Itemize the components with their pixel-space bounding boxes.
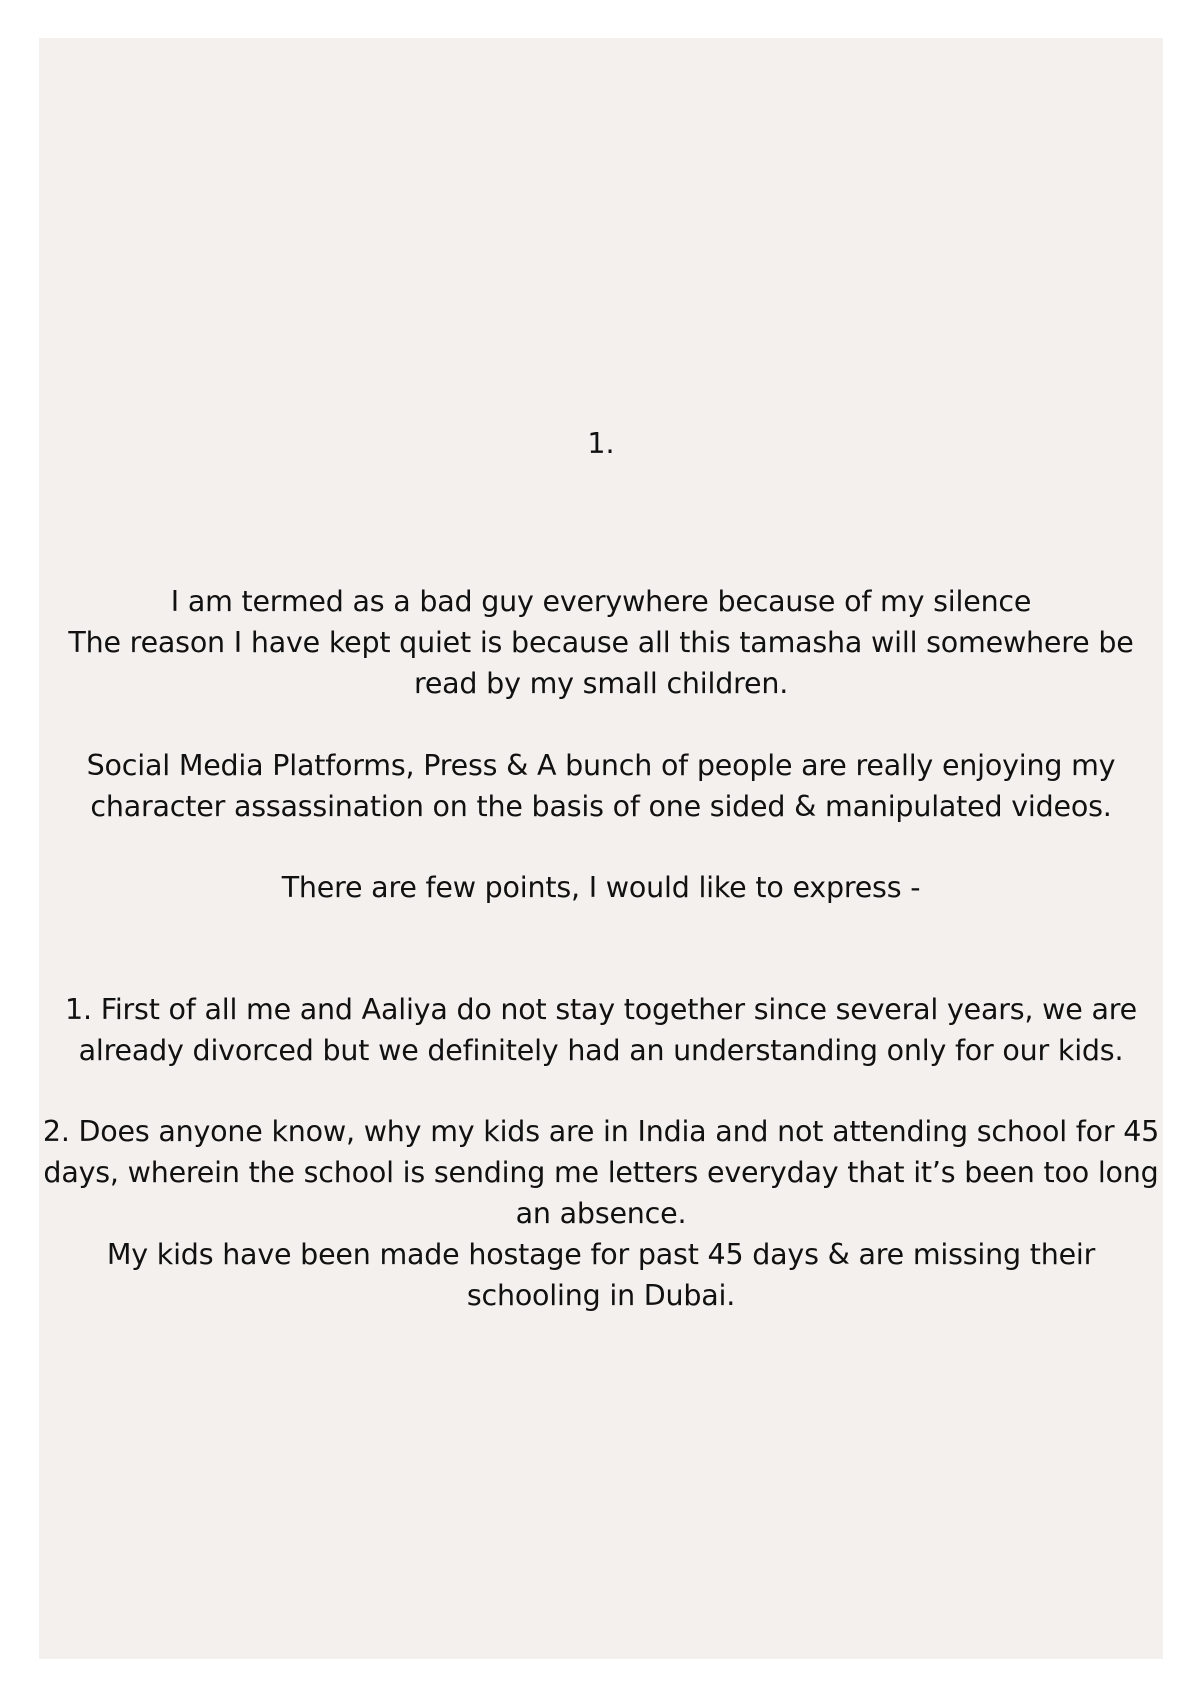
point-1-text: 1. First of all me and Aaliya do not stay together since several years, we are already divorced but we definitely had an understanding only for our kids. [65, 993, 1137, 1067]
intro-line-2: The reason I have kept quiet is because all this tamasha will somewhere be read by my small children. [68, 626, 1134, 700]
point-2-paragraph [39, 1111, 1163, 1316]
point-2-continuation: My kids have been made hostage for past 45 days & are missing their schooling in Dubai. [106, 1238, 1096, 1312]
points-intro-paragraph [39, 867, 1163, 908]
page-number: 1. [587, 427, 615, 460]
intro-line-1: I am termed as a bad guy everywhere because of my silence [170, 585, 1032, 618]
social-media-paragraph [39, 745, 1163, 827]
intro-paragraph [39, 581, 1163, 704]
social-media-text: Social Media Platforms, Press & A bunch of people are really enjoying my character assassination on the basis of one sided & manipulated videos. [86, 749, 1116, 823]
document-page [39, 38, 1163, 1659]
points-intro-text: There are few points, I would like to express - [281, 871, 921, 904]
point-2-text: 2. Does anyone know, why my kids are in India and not attending school for 45 days, wherein the school is sending me letters everyday that it’s been too long an absence. [42, 1115, 1160, 1230]
point-1-paragraph [39, 989, 1163, 1071]
